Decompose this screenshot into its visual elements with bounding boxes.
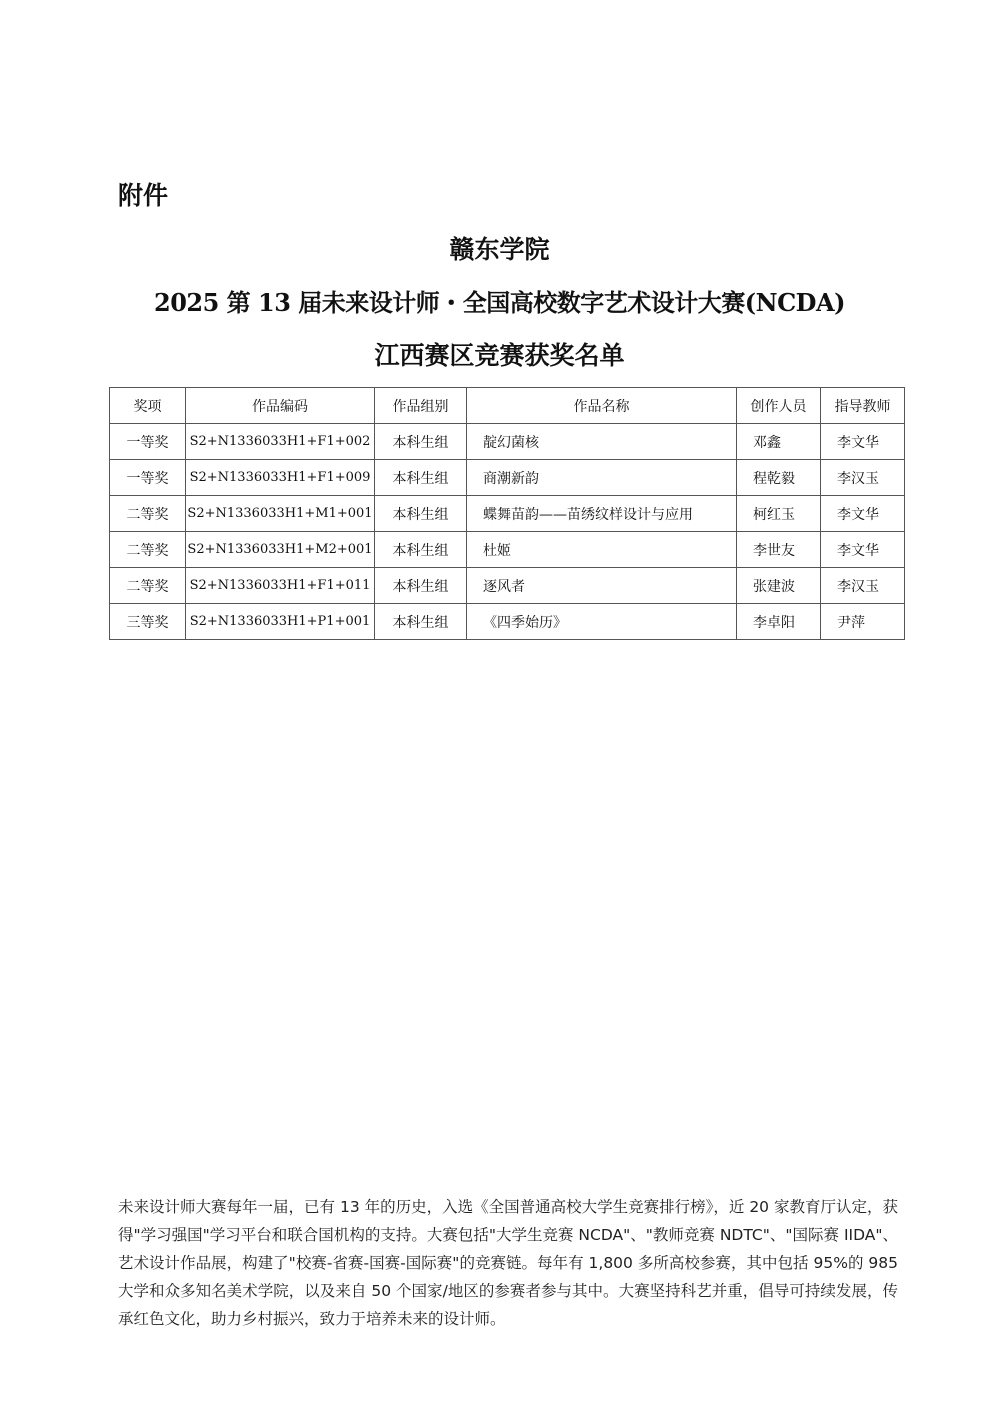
list-title: 江西赛区竞赛获奖名单 bbox=[374, 341, 625, 370]
cell-code: S2+N1336033H1+F1+002 bbox=[186, 424, 375, 460]
cell-award: 二等奖 bbox=[110, 532, 186, 568]
cell-award: 二等奖 bbox=[110, 568, 186, 604]
table-row bbox=[110, 532, 905, 568]
cell-creator: 程乾毅 bbox=[737, 460, 821, 496]
table-row bbox=[110, 568, 905, 604]
cell-award: 二等奖 bbox=[110, 496, 186, 532]
cell-award: 一等奖 bbox=[110, 424, 186, 460]
col-header-name: 作品名称 bbox=[467, 388, 737, 424]
cell-advisor: 李文华 bbox=[821, 496, 905, 532]
table-header-row bbox=[110, 388, 905, 424]
table-row bbox=[110, 604, 905, 640]
table-row bbox=[110, 424, 905, 460]
competition-intro-paragraph: 未来设计师大赛每年一届，已有 13 年的历史，入选《全国普通高校大学生竞赛排行榜》，近 20 家教育厅认定，获得"学习强国"学习平台和联合国机构的支持。大赛包括"大学生竞赛 NCDA"、"教师竞赛 NDTC"、"国际赛 IIDA"、艺术设计作品展，构建了"校赛-省赛-国赛-国际赛"的竞赛链。每年有 1,800 多所高校参赛，其中包括 95%的 985 大学和众多知名美术学院，以及来自 50 个国家/地区的参赛者参与其中。大赛坚持科艺并重，倡导可持续发展，传承红色文化，助力乡村振兴，致力于培养未来的设计师。 bbox=[118, 1198, 898, 1328]
cell-work-name: 《四季始历》 bbox=[467, 604, 737, 640]
cell-group: 本科生组 bbox=[375, 604, 467, 640]
cell-work-name: 商潮新韵 bbox=[467, 460, 737, 496]
cell-advisor: 李汉玉 bbox=[821, 460, 905, 496]
cell-group: 本科生组 bbox=[375, 568, 467, 604]
cell-code: S2+N1336033H1+F1+011 bbox=[186, 568, 375, 604]
cell-group: 本科生组 bbox=[375, 496, 467, 532]
col-header-award: 奖项 bbox=[110, 388, 186, 424]
cell-work-name: 逐风者 bbox=[467, 568, 737, 604]
cell-advisor: 李汉玉 bbox=[821, 568, 905, 604]
cell-work-name: 靛幻菌核 bbox=[467, 424, 737, 460]
cell-award: 一等奖 bbox=[110, 460, 186, 496]
cell-creator: 张建波 bbox=[737, 568, 821, 604]
cell-code: S2+N1336033H1+M2+001 bbox=[186, 532, 375, 568]
cell-advisor: 尹萍 bbox=[821, 604, 905, 640]
cell-creator: 李卓阳 bbox=[737, 604, 821, 640]
cell-work-name: 杜姬 bbox=[467, 532, 737, 568]
cell-creator: 柯红玉 bbox=[737, 496, 821, 532]
cell-award: 三等奖 bbox=[110, 604, 186, 640]
school-title: 赣东学院 bbox=[449, 235, 550, 264]
cell-code: S2+N1336033H1+P1+001 bbox=[186, 604, 375, 640]
cell-advisor: 李文华 bbox=[821, 532, 905, 568]
col-header-group: 作品组别 bbox=[375, 388, 467, 424]
awards-table bbox=[109, 387, 905, 640]
col-header-code: 作品编码 bbox=[186, 388, 375, 424]
table-row bbox=[110, 496, 905, 532]
cell-work-name: 蝶舞苗韵——苗绣纹样设计与应用 bbox=[467, 496, 737, 532]
cell-code: S2+N1336033H1+F1+009 bbox=[186, 460, 375, 496]
cell-group: 本科生组 bbox=[375, 424, 467, 460]
cell-group: 本科生组 bbox=[375, 532, 467, 568]
cell-creator: 李世友 bbox=[737, 532, 821, 568]
cell-group: 本科生组 bbox=[375, 460, 467, 496]
col-header-creator: 创作人员 bbox=[737, 388, 821, 424]
cell-advisor: 李文华 bbox=[821, 424, 905, 460]
attachment-label: 附件 bbox=[118, 181, 169, 210]
competition-title: 2025 第 13 届未来设计师・全国高校数字艺术设计大赛(NCDA) bbox=[154, 288, 845, 317]
cell-code: S2+N1336033H1+M1+001 bbox=[186, 496, 375, 532]
table-row bbox=[110, 460, 905, 496]
col-header-advisor: 指导教师 bbox=[821, 388, 905, 424]
cell-creator: 邓鑫 bbox=[737, 424, 821, 460]
